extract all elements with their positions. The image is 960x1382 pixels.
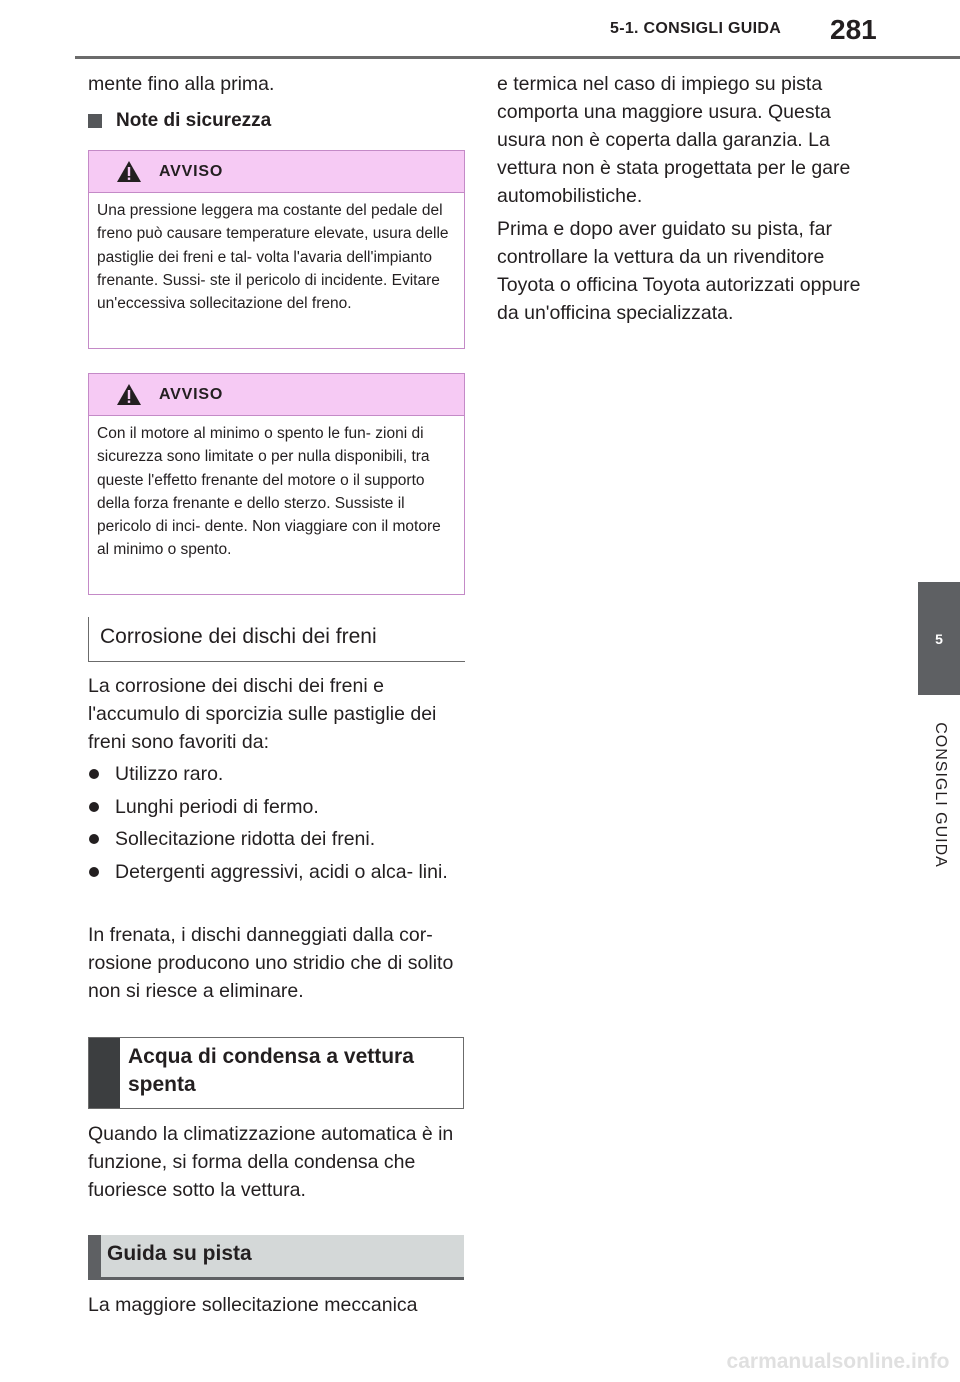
- intro-paragraph: mente fino alla prima.: [88, 73, 275, 95]
- warning-title: AVVISO: [159, 385, 224, 403]
- list-item: Detergenti aggressivi, acidi o alca- lini.: [88, 858, 464, 886]
- condensation-heading: Acqua di condensa a vettura spenta: [128, 1045, 414, 1096]
- warning-triangle-icon: [116, 383, 142, 406]
- heading-bar: [88, 1235, 101, 1277]
- running-header-section: 5-1. CONSIGLI GUIDA: [610, 20, 782, 37]
- warning-body: Una pressione leggera ma costante del pedale del freno può causare temperature elevate, usura delle pastiglie dei freni e tal- volta l'avaria dell'impianto frenante. Sussi- ste il pericolo di incidente. Evitare un'eccessiva sollecitazione del freno.: [97, 202, 449, 313]
- list-item: Lunghi periodi di fermo.: [88, 793, 464, 821]
- square-bullet-icon: [88, 114, 102, 128]
- warning-body: Con il motore al minimo o spento le fun- zioni di sicurezza sono limitate o per nulla disponibili, tra queste l'effetto frenante del motore o il supporto della forza frenante e dello sterzo. Sussiste il pericolo di inci- dente. Non viaggiare con il motore al minimo o spento.: [97, 425, 441, 559]
- condensation-heading-box: [88, 1037, 464, 1109]
- warning-header: [89, 151, 464, 193]
- list-item: Utilizzo raro.: [88, 760, 464, 788]
- chapter-side-label: [928, 710, 952, 880]
- warning-box-2: [88, 373, 465, 595]
- right-paragraph-1: e termica nel caso di impiego su pista comporta una maggiore usura. Questa usura non è coperta dalla garanzia. La vettura non è stata progettata per le gare automobilistiche.: [497, 73, 851, 207]
- section-title: Corrosione dei dischi dei freni: [100, 625, 377, 648]
- track-heading-box: [88, 1235, 464, 1280]
- warning-box-1: [88, 150, 465, 349]
- warning-title: AVVISO: [159, 162, 224, 180]
- corrosion-outro: In frenata, i dischi danneggiati dalla cor- rosione producono uno stridio che di solito non si riesce a eliminare.: [88, 924, 454, 1002]
- track-heading: Guida su pista: [107, 1242, 252, 1265]
- corrosion-intro: La corrosione dei dischi dei freni e l'accumulo di sporcizia sulle pastiglie dei freni sono favoriti da:: [88, 675, 437, 753]
- condensation-text: Quando la climatizzazione automatica è in funzione, si forma della condensa che fuoriesce sotto la vettura.: [88, 1123, 454, 1201]
- track-text: La maggiore sollecitazione meccanica: [88, 1294, 418, 1316]
- chapter-tab[interactable]: [918, 582, 960, 695]
- header-divider: [75, 56, 960, 59]
- page-number: 281: [830, 14, 877, 45]
- warning-triangle-icon: [116, 160, 142, 183]
- heading-bar: [89, 1038, 120, 1108]
- chapter-number: 5: [935, 630, 943, 647]
- note-heading: [88, 110, 271, 132]
- warning-header: [89, 374, 464, 416]
- note-heading-text: Note di sicurezza: [116, 110, 272, 131]
- watermark-text: carmanualsonline.info: [726, 1350, 950, 1373]
- watermark-logo: [718, 1344, 958, 1378]
- chapter-side-label-text: CONSIGLI GUIDA: [932, 722, 950, 868]
- corrosion-bullet-list: [88, 760, 464, 890]
- list-item: Sollecitazione ridotta dei freni.: [88, 825, 464, 853]
- right-paragraph-2: Prima e dopo aver guidato su pista, far controllare la vettura da un rivenditore Toyota o officina Toyota autorizzati oppure da un'officina specializzata.: [497, 218, 861, 324]
